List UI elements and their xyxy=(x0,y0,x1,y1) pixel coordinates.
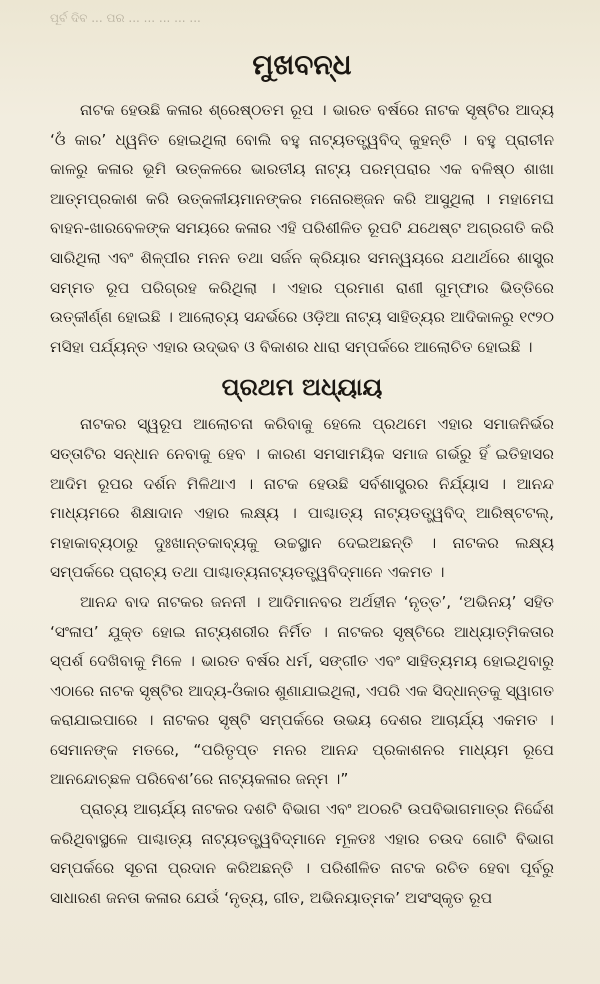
preface-paragraph: ନାଟକ ହେଉଛି କଳାର ଶ୍ରେଷ୍ଠତମ ରୂପ । ଭାରତ ବର୍ଷରେ ନାଟକ ସୃଷ୍ଟିର ଆଦ୍ୟ ‘ଓଁ କାର’ ଧ୍ୱନିତ ହୋଇଥିଲା ବୋଲି ବହୁ ନାଟ୍ୟତତ୍ତ୍ୱବିଦ୍ କୁହନ୍ତି । ବହୁ ପ୍ରାଚୀନ କାଳରୁ କଳାର ଭୂମି ଉତ୍କଳରେ ଭାରତୀୟ ନାଟ୍ୟ ପରମ୍ପରାର ଏକ ବଳିଷ୍ଠ ଶାଖା ଆତ୍ମପ୍ରକାଶ କରି ଉତ୍କଳୀୟମାନଙ୍କର ମନୋରଞ୍ଜନ କରି ଆସୁଥିଲା । ମହାମେଘ ବାହନ-ଖାରବେଳଙ୍କ ସମୟରେ କଳାର ଏହି ପରିଶୀଳିତ ରୂପଟି ଯଥେଷ୍ଟ ଅଗ୍ରଗତି କରି ସାରିଥିଲା ଏବଂ ଶିଳ୍ପୀର ମନନ ତଥା ସର୍ଜନ କ୍ରିୟାର ସମନ୍ୱୟରେ ଯଥାର୍ଥରେ ଶାସ୍ତ୍ର ସମ୍ମତ ରୂପ ପରିଗ୍ରହ କରିଥିଲା । ଏହାର ପ୍ରମାଣ ରାଣୀ ଗୁମ୍ଫାର ଭିତ୍ତିରେ ଉତ୍କୀର୍ଣ୍ଣ ହୋଇଛି । ଆଲୋଚ୍ୟ ସନ୍ଦର୍ଭରେ ଓଡ଼ିଆ ନାଟ୍ୟ ସାହିତ୍ୟର ଆଦିକାଳରୁ ୧୯୨୦ ମସିହା ପର୍ଯ୍ୟନ୍ତ ଏହାର ଉଦ୍ଭବ ଓ ବିକାଶର ଧାରା ସମ୍ପର୍କରେ ଆଲୋଚିତ ହୋଇଛି । xyxy=(50,101,554,356)
chapter-paragraph-2: ଆନନ୍ଦ ବାଦ ନାଟକର ଜନନୀ । ଆଦିମାନବର ଅର୍ଥହୀନ ‘ନୃତ୍ତ’, ‘ଅଭିନୟ’ ସହିତ ‘ସଂଳାପ’ ଯୁକ୍ତ ହୋଇ ନାଟ୍ୟଶରୀର ନିର୍ମିତ । ନାଟକର ସୃଷ୍ଟିରେ ଆଧ୍ୟାତ୍ମିକତାର ସ୍ପର୍ଶ ଦେଖିବାକୁ ମିଳେ । ଭାରତ ବର୍ଷର ଧର୍ମ, ସଙ୍ଗୀତ ଏବଂ ସାହିତ୍ୟମୟ ହୋଇଥିବାରୁ ଏଠାରେ ନାଟକ ସୃଷ୍ଟିର ଆଦ୍ୟ-ଓଁକାର ଶୁଣାଯାଇଥିଲା, ଏପରି ଏକ ସିଦ୍ଧାନ୍ତକୁ ସ୍ୱାଗତ କରାଯାଇପାରେ । ନାଟକର ସୃଷ୍ଟି ସମ୍ପର୍କରେ ଉଭୟ ଦେଶର ଆଚାର୍ଯ୍ୟ ଏକମତ । ସେମାନଙ୍କ ମତରେ, “ପରିତୃପ୍ତ ମନର ଆନନ୍ଦ ପ୍ରକାଶନର ମାଧ୍ୟମ ରୂପେ ଆନନ୍ଦୋଚ୍ଛଳ ପରିବେଶ’ରେ ନାଟ୍ୟକଳାର ଜନ୍ମ ।” xyxy=(50,592,554,789)
preface-title: ମୁଖବନ୍ଧ xyxy=(252,48,352,81)
chapter-paragraph-1: ନାଟକର ସ୍ୱରୂପ ଆଲୋଚନା କରିବାକୁ ହେଲେ ପ୍ରଥମେ ଏହାର ସମାଜନିର୍ଭର ସତ୍ତାଟିର ସନ୍ଧାନ ନେବାକୁ ହେବ । କାରଣ ସମସାମୟିକ ସମାଜ ଗର୍ଭରୁ ହିଁ ଇତିହାସର ଆଦିମ ରୂପର ଦର୍ଶନ ମିଳିଥାଏ । ନାଟକ ହେଉଛି ସର୍ବଶାସ୍ତ୍ରର ନିର୍ଯ୍ୟାସ । ଆନନ୍ଦ ମାଧ୍ୟମରେ ଶିକ୍ଷାଦାନ ଏହାର ଲକ୍ଷ୍ୟ । ପାଶ୍ଚାତ୍ୟ ନାଟ୍ୟତତ୍ତ୍ୱବିଦ୍ ଆରିଷ୍ଟଟଲ୍, ମହାକାବ୍ୟଠାରୁ ଦୁଃଖାନ୍ତକାବ୍ୟକୁ ଉଚ୍ଚସ୍ଥାନ ଦେଇଅଛନ୍ତି । ନାଟକର ଲକ୍ଷ୍ୟ ସମ୍ପର୍କରେ ପ୍ରାଚ୍ୟ ତଥା ପାଶ୍ଚାତ୍ୟନାଟ୍ୟତତ୍ତ୍ୱବିଦ୍‌ମାନେ ଏକମତ । xyxy=(50,415,554,582)
bleed-through-text: ପୂର୍ବ ଦିବ ... ପର ... ... ... ... ... xyxy=(50,11,201,25)
chapter-title: ପ୍ରଥମ ଅଧ୍ୟାୟ xyxy=(221,373,383,402)
chapter-paragraph-3: ପ୍ରାଚ୍ୟ ଆଚାର୍ଯ୍ୟ ନାଟକର ଦଶଟି ବିଭାଗ ଏବଂ ଅଠରଟି ଉପବିଭାଗମାତ୍ର ନିର୍ଦ୍ଦେଶ କରିଥିବାସ୍ଥଳେ ପାଶ୍ଚାତ୍ୟ ନାଟ୍ୟତତ୍ତ୍ୱବିଦ୍‌ମାନେ ମୂଳତଃ ଏହାର ଚଉଦ ଗୋଟି ବିଭାଗ ସମ୍ପର୍କରେ ସୂଚନା ପ୍ରଦାନ କରିଅଛନ୍ତି । ପରିଶୀଳିତ ନାଟକ ରଚିତ ହେବା ପୂର୍ବରୁ ସାଧାରଣ ଜନତା କଳାର ଯେଉଁ ‘ନୃତ୍ୟ, ଗୀତ, ଅଭିନୟାତ୍ମକ’ ଅସଂସ୍କୃତ ରୂପ xyxy=(50,800,554,907)
